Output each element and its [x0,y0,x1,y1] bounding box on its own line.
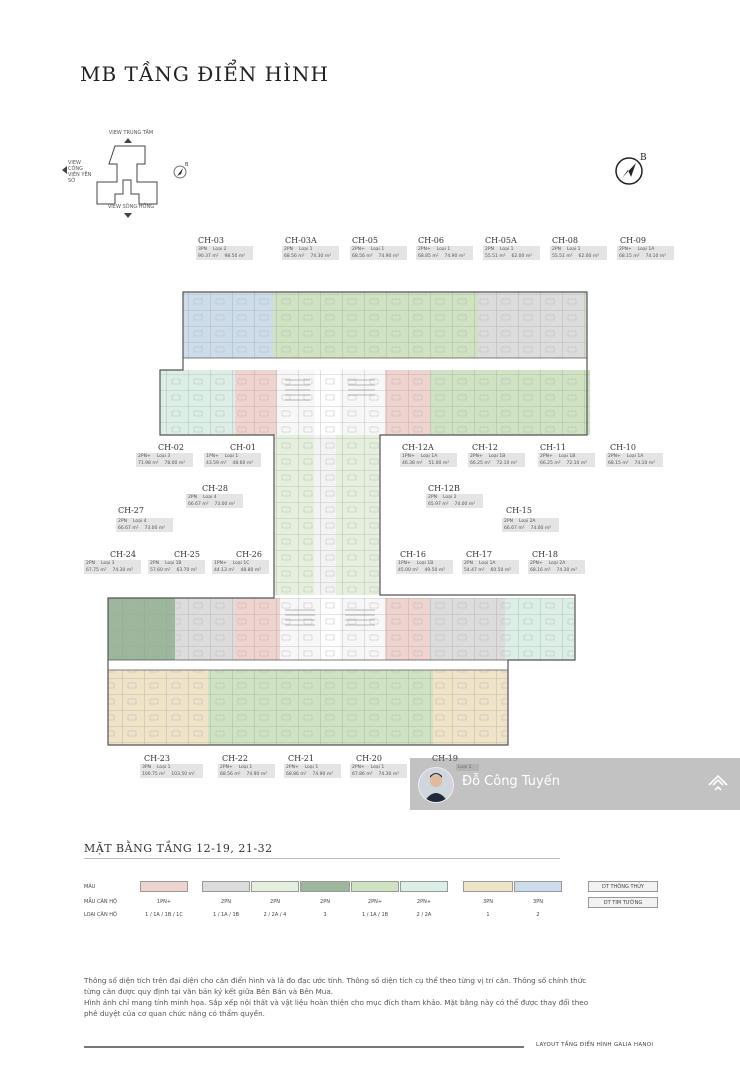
swatch-mint [400,881,448,892]
unit-label: CH-16 [400,550,426,559]
watermark-name: Đỗ Công Tuyến [462,774,560,789]
unit-label: CH-06 [418,236,444,245]
watermark-banner [410,758,740,810]
disclaimer-notes [84,975,684,1019]
unit-info: 2PN Loại 1B 57.60 m² 63.70 m² [148,560,205,574]
swatch-pink [140,881,188,892]
unit-info: 2PN+ Loại 1 68.56 m² 74.90 m² [218,764,275,778]
unit-info: 2PN+ Loại 1 68.85 m² 74.90 m² [416,246,473,260]
unit-info: 2PN Loại 4 66.67 m² 73.00 m² [116,518,173,532]
unit-label: CH-05A [485,236,517,245]
legend-heading: MẶT BẰNG TẦNG 12-19, 21-32 [84,842,273,855]
unit-info: 2PN+ Loại 3 71.98 m² 78.00 m² [136,453,193,467]
unit-info: 2PN+ Loại 2A 68.16 m² 74.30 m² [528,560,585,574]
legend-type: 2PN+ [416,899,432,905]
legend-type: 2PN+ [367,899,383,905]
legend-row-color: MÀU [84,884,96,890]
unit-label: CH-12 [472,443,498,452]
unit-label: CH-12B [428,484,460,493]
compass-icon [614,152,648,186]
unit-label: CH-01 [230,443,256,452]
unit-label: CH-03 [198,236,224,245]
mini-map-drawing [60,138,200,230]
legend-type: 3PN [483,899,493,905]
unit-label: CH-17 [466,550,492,559]
swatch-blue [514,881,562,892]
note-line: phê duyệt của cơ quan chức năng có thẩm quyền. [84,1009,265,1018]
swatch-green [351,881,399,892]
area-wall-button[interactable]: DT TIM TƯỜNG [588,897,658,908]
house-logo-icon [706,772,730,796]
unit-label: CH-15 [506,506,532,515]
legend-kind: 1 / 1A / 1B [361,912,389,918]
unit-info: 2PN+ Loại 1A 68.15 m² 74.10 m² [606,453,663,467]
unit-info: 2PN Loại 2 65.97 m² 74.00 m² [426,494,483,508]
unit-label: CH-20 [356,754,382,763]
unit-label: CH-10 [610,443,636,452]
legend-type: 2PN [320,899,330,905]
page-title: MB TẦNG ĐIỂN HÌNH [80,62,329,86]
unit-label: CH-18 [532,550,558,559]
legend-kind: 3 [323,912,327,918]
unit-label: CH-12A [402,443,434,452]
unit-label: CH-09 [620,236,646,245]
unit-label: CH-02 [158,443,184,452]
unit-label: CH-19 [432,754,458,763]
area-clear-button[interactable]: DT THÔNG THỦY [588,881,658,892]
legend-type: 1PN+ [156,899,172,905]
unit-label: CH-22 [222,754,248,763]
unit-info: 2PN Loại 1 55.51 m² 62.00 m² [483,246,540,260]
legend-kind: 1 [486,912,490,918]
legend-row-type: MẪU CĂN HỘ [84,899,117,905]
unit-label: CH-23 [144,754,170,763]
footer-divider [84,1046,524,1048]
legend-kind: 2 / 2A / 4 [263,912,287,918]
unit-label: CH-05 [352,236,378,245]
unit-label: CH-24 [110,550,136,559]
unit-label: CH-11 [540,443,566,452]
legend-type: 2PN [270,899,280,905]
unit-label: CH-26 [236,550,262,559]
legend-kind: 2 / 2A [416,912,432,918]
svg-text:B: B [640,153,647,163]
floor-plan [86,230,667,790]
unit-info: 1PN+ Loại 1C 44.13 m² 48.80 m² [212,560,269,574]
unit-info: 2PN Loại 1 68.56 m² 74.30 m² [282,246,339,260]
swatch-gray [202,881,250,892]
footer-text: LAYOUT TẦNG ĐIỂN HÌNH GALIA HANOI [536,1042,654,1048]
avatar [418,767,454,803]
unit-label: CH-25 [174,550,200,559]
unit-info: 2PN Loại 2A 66.67 m² 74.00 m² [502,518,559,532]
legend-row-kind: LOẠI CĂN HỘ [84,912,117,918]
unit-label: CH-27 [118,506,144,515]
legend-kind: 2 [536,912,540,918]
unit-label: CH-21 [288,754,314,763]
unit-info: Loại 1 [456,764,479,771]
unit-info: 1PN+ Loại 1A 46.38 m² 51.00 m² [400,453,457,467]
unit-label: CH-08 [552,236,578,245]
legend-type: 2PN [221,899,231,905]
unit-info: 3PN Loại 2 90.37 m² 98.50 m² [196,246,253,260]
unit-info: 1PN+ Loại 1 43.59 m² 48.60 m² [204,453,261,467]
unit-info: 2PN+ Loại 1 68.56 m² 74.90 m² [350,246,407,260]
unit-info: 2PN+ Loại 1B 66.25 m² 72.10 m² [538,453,595,467]
legend-kind: 1 / 1A / 1B [212,912,240,918]
swatch-beige [463,881,513,892]
unit-info: 2PN Loại 1 55.51 m² 62.00 m² [550,246,607,260]
view-top-label: VIEW TRUNG TÂM [108,130,154,136]
unit-label: CH-03A [285,236,317,245]
unit-info: 1PN+ Loại 1B 45.00 m² 49.50 m² [396,560,453,574]
note-line: Thông số diện tích trên đại diện cho căn điển hình và là đo đạc ước tính. Thông số diện tích cụ thể theo từng vị trí căn. Thông số chính thức [84,976,587,985]
swatch-dark-green [300,881,350,892]
view-left-label: VIEW CÔNG VIÊN YÊN SỞ [68,160,92,184]
unit-info: 2PN Loại 1A 54.47 m² 60.50 m² [462,560,519,574]
note-line: Hình ảnh chỉ mang tính minh họa. Sắp xếp nội thất và vật liệu hoàn thiện cho mục đích tham khảo. Mặt bằng này có thể được thay đổi theo [84,998,589,1007]
legend-type: 3PN [533,899,543,905]
unit-info: 2PN+ Loại 1 67.86 m² 74.30 m² [350,764,407,778]
unit-info: 2PN+ Loại 1B 66.25 m² 72.10 m² [468,453,525,467]
swatch-light-green [251,881,299,892]
unit-info: 2PN Loại 4 66.67 m² 73.00 m² [186,494,243,508]
unit-info: 3PN Loại 1 100.75 m² 103.50 m² [140,764,203,778]
unit-info: 2PN+ Loại 1 68.86 m² 74.90 m² [284,764,341,778]
note-line: từng căn được quy định tại văn bản ký kết giữa Bên Bán và Bên Mua. [84,987,334,996]
svg-text:B: B [185,162,189,168]
legend-kind: 1 / 1A / 1B / 1C [145,912,183,918]
unit-label: CH-28 [202,484,228,493]
unit-info: 2PN Loại 3 67.75 m² 74.30 m² [84,560,141,574]
view-bottom-label: VIEW SÔNG HỒNG [107,204,155,210]
site-mini-map [60,130,200,230]
divider [84,858,560,859]
unit-info: 2PN+ Loại 1A 68.15 m² 74.10 m² [617,246,674,260]
